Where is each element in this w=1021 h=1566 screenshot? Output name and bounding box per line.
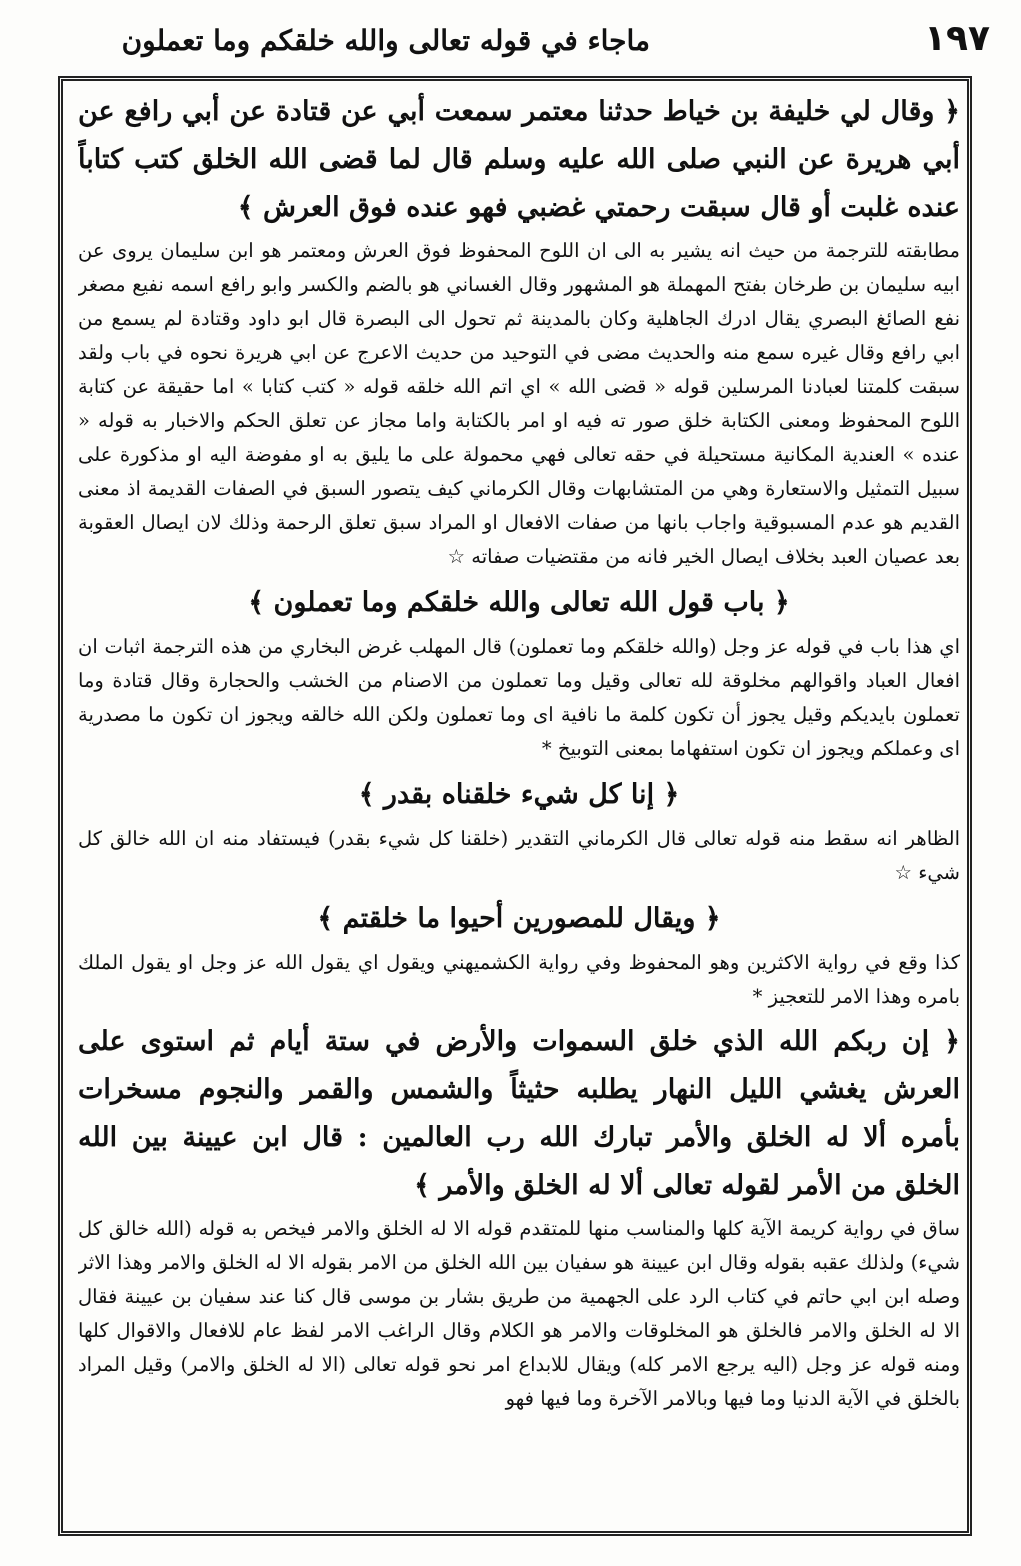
hadith-text: ﴿ وقال لي خليفة بن خياط حدثنا معتمر سمعت أبي عن قتادة عن أبي رافع عن أبي هريرة عن النبي صلى الله عليه وسلم قال لما قضى الله الخلق كتب كتاباً عنده غلبت أو قال سبقت رحمتي غضبي فهو عنده فوق العرش ﴾ bbox=[78, 96, 960, 223]
page-content bbox=[78, 88, 960, 1528]
chapter-heading: ﴿ ويقال للمصورين أحيوا ما خلقتم ﴾ bbox=[317, 903, 721, 934]
commentary-text: ساق في رواية كريمة الآية كلها والمناسب منها للمتقدم قوله الا له الخلق والامر فيخص به قوله (الله خالق كل شيء) ولذلك عقبه بقوله وقال ابن عيينة هو سفيان بين الله الخلق من الامر بقوله الا له الخلق والامر وهذا الاثر وصله ابن ابي حاتم في كتاب الرد على الجهمية من طريق بشار بن موسى قال كنا عند سفيان بن عيينة فقال الا له الخلق والامر فالخلق هو المخلوقات والامر هو الكلام وقال الراغب الامر لفظ عام للافعال والاقوال كلها ومنه قوله عز وجل (اليه يرجع الامر كله) ويقال للابداع امر نحو قوله تعالى (الا له الخلق والامر) وقيل المراد بالخلق في الآية الدنيا وما فيها وبالامر الآخرة وما فيها فهو bbox=[78, 1217, 960, 1410]
running-title: ماجاء في قوله تعالى والله خلقكم وما تعملون bbox=[121, 24, 650, 57]
commentary-text: اي هذا باب في قوله عز وجل (والله خلقكم وما تعملون) قال المهلب غرض البخاري من هذه الترجمة اثبات ان افعال العباد واقوالهم مخلوقة لله تعالى وقيل وما تعملون من الاصنام من الخشب والحجارة وقال قتادة وما تعملون بايديكم وقيل يجوز أن تكون كلمة ما نافية اى وما تعملون ولكن الله خالقه ويجوز ان تكون ما مصدرية اى وعملكم ويجوز ان تكون استفهاما بمعنى التوبيخ * bbox=[78, 635, 960, 760]
page-header bbox=[60, 10, 990, 72]
commentary-text: كذا وقع في رواية الاكثرين وهو المحفوظ وفي رواية الكشميهني ويقول اي يقول الله عز وجل او يقول الملك بامره وهذا الامر للتعجيز * bbox=[78, 951, 960, 1008]
verse-heading: ﴿ إنا كل شيء خلقناه بقدر ﴾ bbox=[358, 779, 680, 810]
verse-text: ﴿ إن ربكم الله الذي خلق السموات والأرض في ستة أيام ثم استوى على العرش يغشي الليل النهار يطلبه حثيثاً والشمس والقمر والنجوم مسخرات بأمره ألا له الخلق والأمر تبارك الله رب العالمين : قال ابن عيينة بين الله الخلق من الأمر لقوله تعالى ألا له الخلق والأمر ﴾ bbox=[78, 1026, 960, 1201]
page-number: ١٩٧ bbox=[924, 18, 990, 59]
chapter-heading: ﴿ باب قول الله تعالى والله خلقكم وما تعملون ﴾ bbox=[248, 587, 790, 618]
commentary-text: مطابقته للترجمة من حيث انه يشير به الى ان اللوح المحفوظ فوق العرش ومعتمر هو ابن سليمان يروى عن ابيه سليمان بن طرخان بفتح المهملة هو المشهور وقال الغساني هو بالضم والكسر وابو رافع اسمه نفيع مصغر نفع الصائغ البصري يقال ادرك الجاهلية وكان بالمدينة ثم تحول الى البصرة قال ابو داود وقتادة لم يسمع من ابي رافع وقال غيره سمع منه والحديث مضى في التوحيد من حديث الاعرج عن ابي هريرة نحوه في باب ولقد سبقت كلمتنا لعبادنا المرسلين قوله « قضى الله » اي اتم الله خلقه قوله « كتب كتابا » اما حقيقة عن كتابة اللوح المحفوظ ومعنى الكتابة خلق صور ته فيه او امر بالكتابة واما مجاز عن تعلق الحكم والاخبار به قوله « عنده » العندية المكانية مستحيلة في حقه تعالى فهي محمولة على ما يليق به او مفوضة اليه او مذكورة على سبيل التمثيل والاستعارة وهي من المتشابهات وقال الكرماني كيف يتصور السبق في الصفات القديمة اذ معنى القديم هو عدم المسبوقية واجاب بانها من صفات الافعال او المراد سبق تعلق الرحمة وذلك لان ايصال العقوبة بعد عصيان العبد بخلاف ايصال الخير فانه من مقتضيات صفاته ☆ bbox=[78, 239, 960, 568]
commentary-text: الظاهر انه سقط منه قوله تعالى قال الكرماني التقدير (خلقنا كل شيء بقدر) فيستفاد منه ان الله خالق كل شيء ☆ bbox=[78, 827, 960, 884]
